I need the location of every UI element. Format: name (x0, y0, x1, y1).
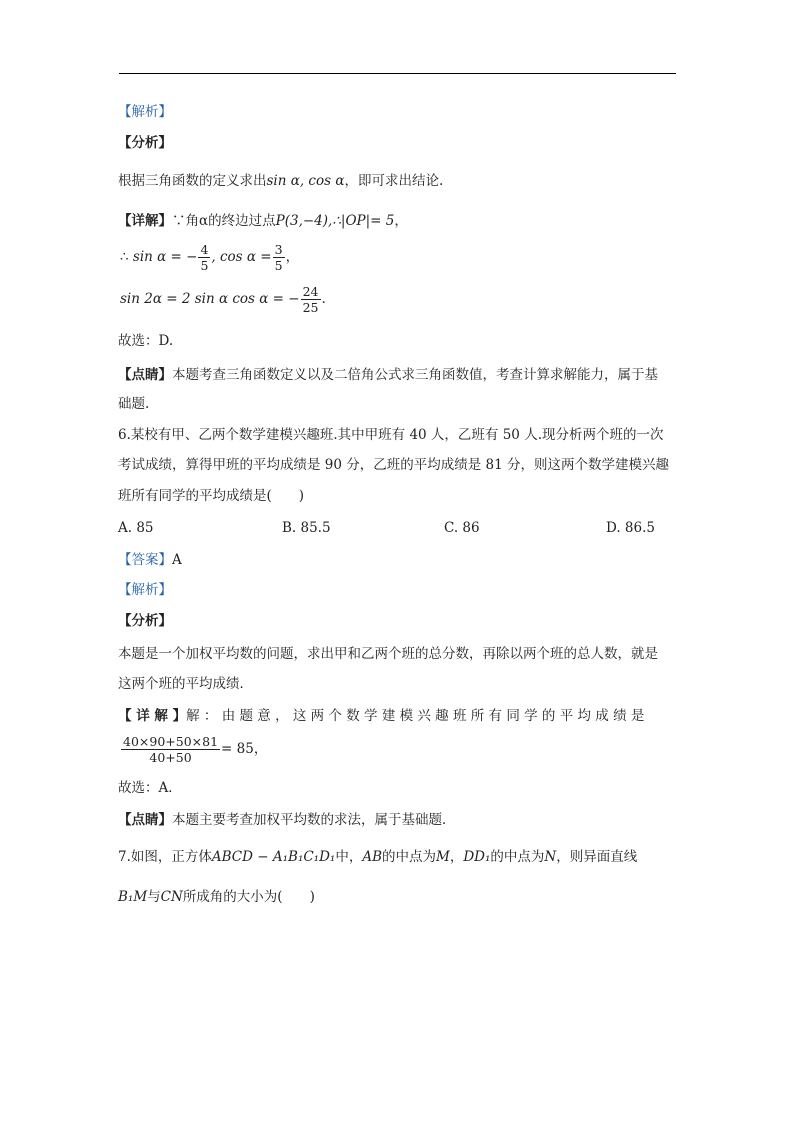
q6-answer-line (118, 551, 182, 569)
q5-detail-text: ∵角α的终边过点 (172, 213, 276, 229)
q6-line2: 考试成绩，算得甲班的平均成绩是 90 分，乙班的平均成绩是 81 分，则这两个数学建模兴趣 (118, 457, 670, 473)
q6-comment (118, 811, 456, 829)
q5-detail: 【详解】∵角α的终边过点P(3,−4),∴|OP|= 5， (118, 213, 408, 229)
q5-step1: ∴ sin α = − $\frac{4}{5}$ , cos α = $\frac{3}{5}$ ， (120, 242, 300, 273)
q7-text-f: ，则异面直线 (556, 849, 638, 865)
fraction-3-5: $\frac{3}{5}$ (274, 242, 283, 273)
q6-frac-result: = 85， (221, 741, 268, 757)
q5-comment-1 (118, 366, 658, 384)
fraction-24-25: $\frac{24}{25}$ (302, 284, 319, 315)
q7-text-b: 中， (335, 849, 363, 865)
q7-text-d: ， (449, 849, 464, 865)
jiexi-label: 【解析】 (118, 104, 172, 120)
q7-math-b1m: B₁M (118, 889, 148, 905)
q5-analysis-math: sin α, cos α (266, 173, 345, 189)
q6-comment-label: 【点睛】 (118, 812, 172, 828)
q6-detail-text: 解 ： 由 题 意 ， 这 两 个 数 学 建 模 兴 趣 班 所 有 同 学 的 平 均 成 绩 是 (186, 708, 645, 724)
q7-math-cn: CN (160, 889, 183, 905)
q7-math-cube: ABCD − A₁B₁C₁D₁ (211, 849, 336, 865)
q7-math-m: M (436, 849, 450, 865)
q5-analysis-text2: ，即可求出结论. (344, 173, 444, 189)
q7-text-a: 7.如图，正方体 (118, 849, 212, 865)
q6-line1: 6.某校有甲、乙两个数学建模兴趣班.其中甲班有 40 人，乙班有 50 人.现分析两个班的一次 (118, 427, 664, 443)
q5-detail-math: P(3,−4),∴|OP|= 5 (275, 213, 395, 229)
q6-detail (118, 707, 676, 725)
q7-math-ab: AB (362, 849, 383, 865)
q7-math-n: N (544, 849, 557, 865)
q5-detail-label: 【详解】 (118, 213, 172, 229)
q7-text-angle: 所成角的大小为( ) (182, 889, 315, 905)
q6-option-c: C. 86 (444, 520, 480, 536)
q5-comment-2: 础题. (118, 396, 150, 412)
q5-answer: 故选：D. (118, 333, 174, 349)
q7-line1 (118, 848, 637, 866)
q5-analysis-text: 根据三角函数的定义求出 (118, 173, 267, 189)
q7-math-dd1: DD₁ (463, 849, 491, 865)
q5-step2: sin 2α = 2 sin α cos α = − $\frac{24}{25}$ . (120, 284, 326, 315)
fraction-weighted-mean: $\frac{40\times 90+50\times 81}{40+50}$ (123, 734, 219, 765)
q6-answer-label: 【答案】 (118, 552, 172, 568)
q7-text-yu: 与 (147, 889, 161, 905)
therefore-symbol: ∴ (120, 249, 129, 265)
q6-equation (120, 734, 267, 765)
q5-analysis (118, 172, 443, 190)
header-rule (119, 73, 676, 74)
fenxi-label: 【分析】 (118, 135, 172, 151)
q5-step1-b: , cos α = (211, 249, 272, 265)
q6-answer: 故选：A． (118, 780, 182, 796)
q6-comment-text: 本题主要考查加权平均数的求法，属于基础题． (172, 812, 456, 828)
q7-line2 (118, 888, 315, 906)
q5-comment-label: 【点睛】 (118, 367, 172, 383)
q6-jiexi-label: 【解析】 (118, 582, 172, 598)
q7-text-e: 的中点为 (490, 849, 545, 865)
q5-comment-text: 本题考查三角函数定义以及二倍角公式求三角函数值，考查计算求解能力，属于基 (172, 367, 658, 383)
q6-analysis-1: 本题是一个加权平均数的问题，求出甲和乙两个班的总分数，再除以两个班的总人数，就是 (118, 646, 658, 662)
q5-step1-a: sin α = − (132, 249, 198, 265)
q6-line3: 班所有同学的平均成绩是( ) (118, 488, 305, 504)
q6-option-d: D. 86.5 (606, 520, 655, 536)
q6-fenxi-label: 【分析】 (118, 613, 172, 629)
q6-option-b: B. 85.5 (282, 520, 331, 536)
q6-analysis-2: 这两个班的平均成绩． (118, 676, 253, 692)
q5-step2-a: sin 2α = 2 sin α cos α = − (120, 291, 300, 307)
q6-option-a: A. 85 (118, 520, 154, 536)
q6-answer-value: A (172, 552, 182, 568)
fraction-4-5: $\frac{4}{5}$ (200, 242, 209, 273)
q6-detail-label: 【 详 解 】 (118, 708, 187, 724)
q7-text-c: 的中点为 (382, 849, 437, 865)
